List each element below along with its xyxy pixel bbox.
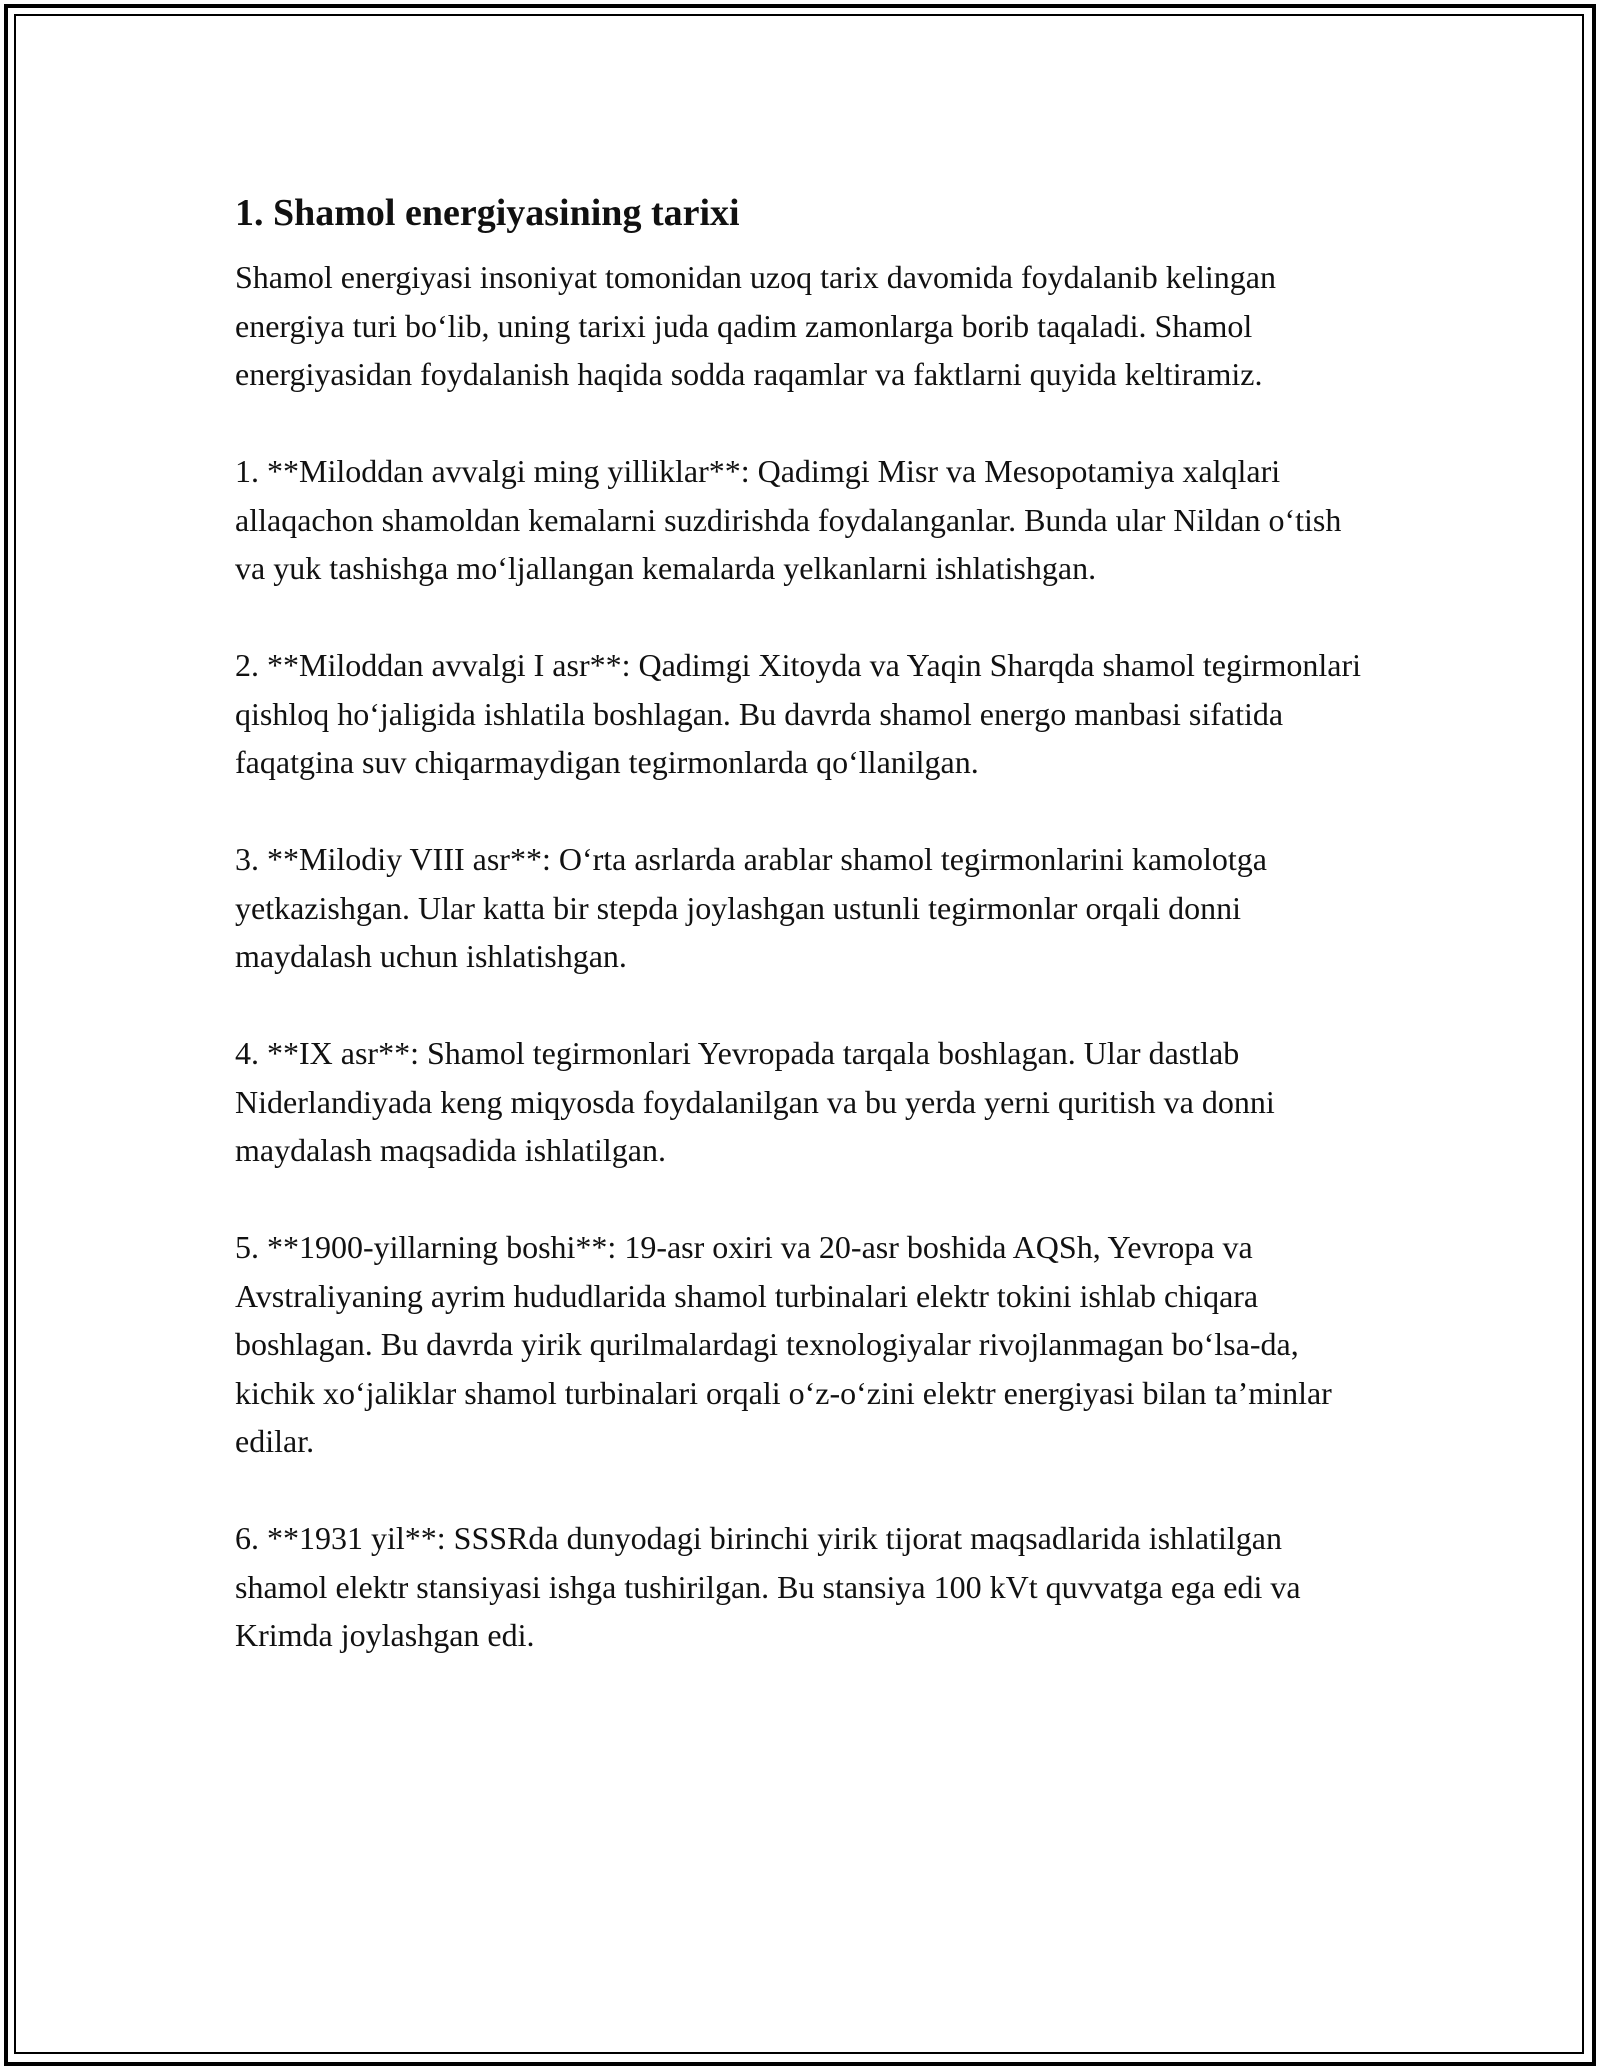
history-item-6: 6. **1931 yil**: SSSRda dunyodagi birinchi yirik tijorat maqsadlarida ishlatilgan shamol elektr stansiyasi ishga tushirilgan. Bu stansiya 100 kVt quvvatga ega edi va Krimda joylashgan edi. <box>235 1520 1301 1653</box>
intro-paragraph: Shamol energiyasi insoniyat tomonidan uzoq tarix davomida foydalanib kelingan energiya turi bo‘lib, uning tarixi juda qadim zamonlarga borib taqaladi. Shamol energiyasidan foydalanish haqida sodda raqamlar va faktlarni quyida keltiramiz. <box>235 259 1276 392</box>
history-item-1: 1. **Miloddan avvalgi ming yilliklar**: Qadimgi Misr va Mesopotamiya xalqlari allaqachon shamoldan kemalarni suzdirishda foydalanganlar. Bunda ular Nildan o‘tish va yuk tashishga mo‘ljallangan kemalarda yelkanlarni ishlatishgan. <box>235 453 1342 586</box>
history-item-3: 3. **Milodiy VIII asr**: O‘rta asrlarda arablar shamol tegirmonlarini kamolotga yetkazishgan. Ular katta bir stepda joylashgan ustunli tegirmonlar orqali donni maydalash uchun ishlatishgan. <box>235 841 1267 974</box>
document-body <box>235 185 1375 1708</box>
history-item-5: 5. **1900-yillarning boshi**: 19-asr oxiri va 20-asr boshida AQSh, Yevropa va Avstraliyaning ayrim hududlarida shamol turbinalari elektr tokini ishlab chiqara boshlagan. Bu davrda yirik qurilmalardagi texnologiyalar rivojlanmagan bo‘lsa-da, kichik xo‘jaliklar shamol turbinalari orqali o‘z-o‘zini elektr energiyasi bilan ta’minlar edilar. <box>235 1229 1332 1459</box>
section-heading: 1. Shamol energiyasining tarixi <box>235 192 740 234</box>
history-item-4: 4. **IX asr**: Shamol tegirmonlari Yevropada tarqala boshlagan. Ular dastlab Niderlandiyada keng miqyosda foydalanilgan va bu yerda yerni quritish va donni maydalash maqsadida ishlatilgan. <box>235 1035 1275 1168</box>
history-item-2: 2. **Miloddan avvalgi I asr**: Qadimgi Xitoyda va Yaqin Sharqda shamol tegirmonlari qishloq ho‘jaligida ishlatila boshlagan. Bu davrda shamol energo manbasi sifatida faqatgina suv chiqarmaydigan tegirmonlarda qo‘llanilgan. <box>235 647 1362 780</box>
